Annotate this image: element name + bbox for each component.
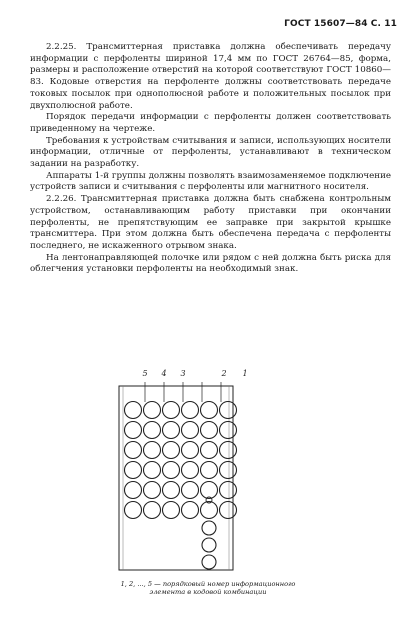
hole-row-4 — [125, 462, 237, 479]
feed-track-holes — [206, 497, 212, 503]
track-leaders — [145, 382, 221, 402]
paragraph-requirements: Требования к устройствам считывания и записи, использующих носители информации, отличные от перфоленты, устанавливают в техническом задании на разработку. — [30, 135, 391, 170]
track-label-3: 3 — [180, 369, 186, 378]
hole-row-1 — [125, 402, 237, 419]
paragraph-2-2-26: 2.2.26. Трансмиттерная приставка должна быть снабжена контрольным устройством, останавливающим работу приставки при окончании перфоленты, не препятствующим ее заправке при закрытой крышке трансмиттера. При этом должна быть обеспечена передача с перфоленты последнего, не искаженного отрывом знака. — [30, 194, 391, 251]
hole-row-5 — [125, 482, 237, 499]
hole-row-2 — [125, 422, 237, 439]
hole-row-7 — [202, 521, 216, 535]
code-holes — [125, 402, 237, 570]
paragraph-order: Порядок передачи информации с перфоленты должен соответствовать приведенному на чертеже. — [30, 112, 391, 134]
figure-caption: 1, 2, ..., 5 — порядковый номер информационного элемента в кодовой комбинации — [120, 580, 296, 596]
track-labels — [142, 369, 247, 378]
track-label-4: 4 — [161, 369, 167, 378]
track-label-1: 1 — [242, 369, 248, 378]
hole-row-3 — [125, 442, 237, 459]
hole-row-8 — [202, 538, 216, 552]
paragraph-2-2-25: 2.2.25. Трансмиттерная приставка должна обеспечивать передачу информации с перфоленты шириной 17,4 мм по ГОСТ 26764—85, форма, размеры и расположение отверстий на которой соответствуют ГОСТ 10860—83. Кодовые отверстия на перфоленте должны соответствовать передаче токовых посылок при однополюсной работе и положительных посылок при двухполюсной работе. — [30, 42, 391, 111]
page-header: ГОСТ 15607—84 С. 11 — [284, 19, 397, 29]
paragraph-mark: На лентонаправляющей полочке или рядом с ней должна быть риска для облегчения установки перфоленты на необходимый знак. — [30, 252, 391, 275]
hole-row-6 — [125, 502, 237, 519]
paragraph-group-1: Аппараты 1-й группы должны позволять взаимозаменяемое подключение устройств записи и считывания с перфоленты или магнитного носителя. — [30, 170, 391, 193]
track-label-2: 2 — [221, 369, 227, 378]
track-label-5: 5 — [142, 369, 148, 378]
hole-row-9 — [202, 555, 216, 569]
